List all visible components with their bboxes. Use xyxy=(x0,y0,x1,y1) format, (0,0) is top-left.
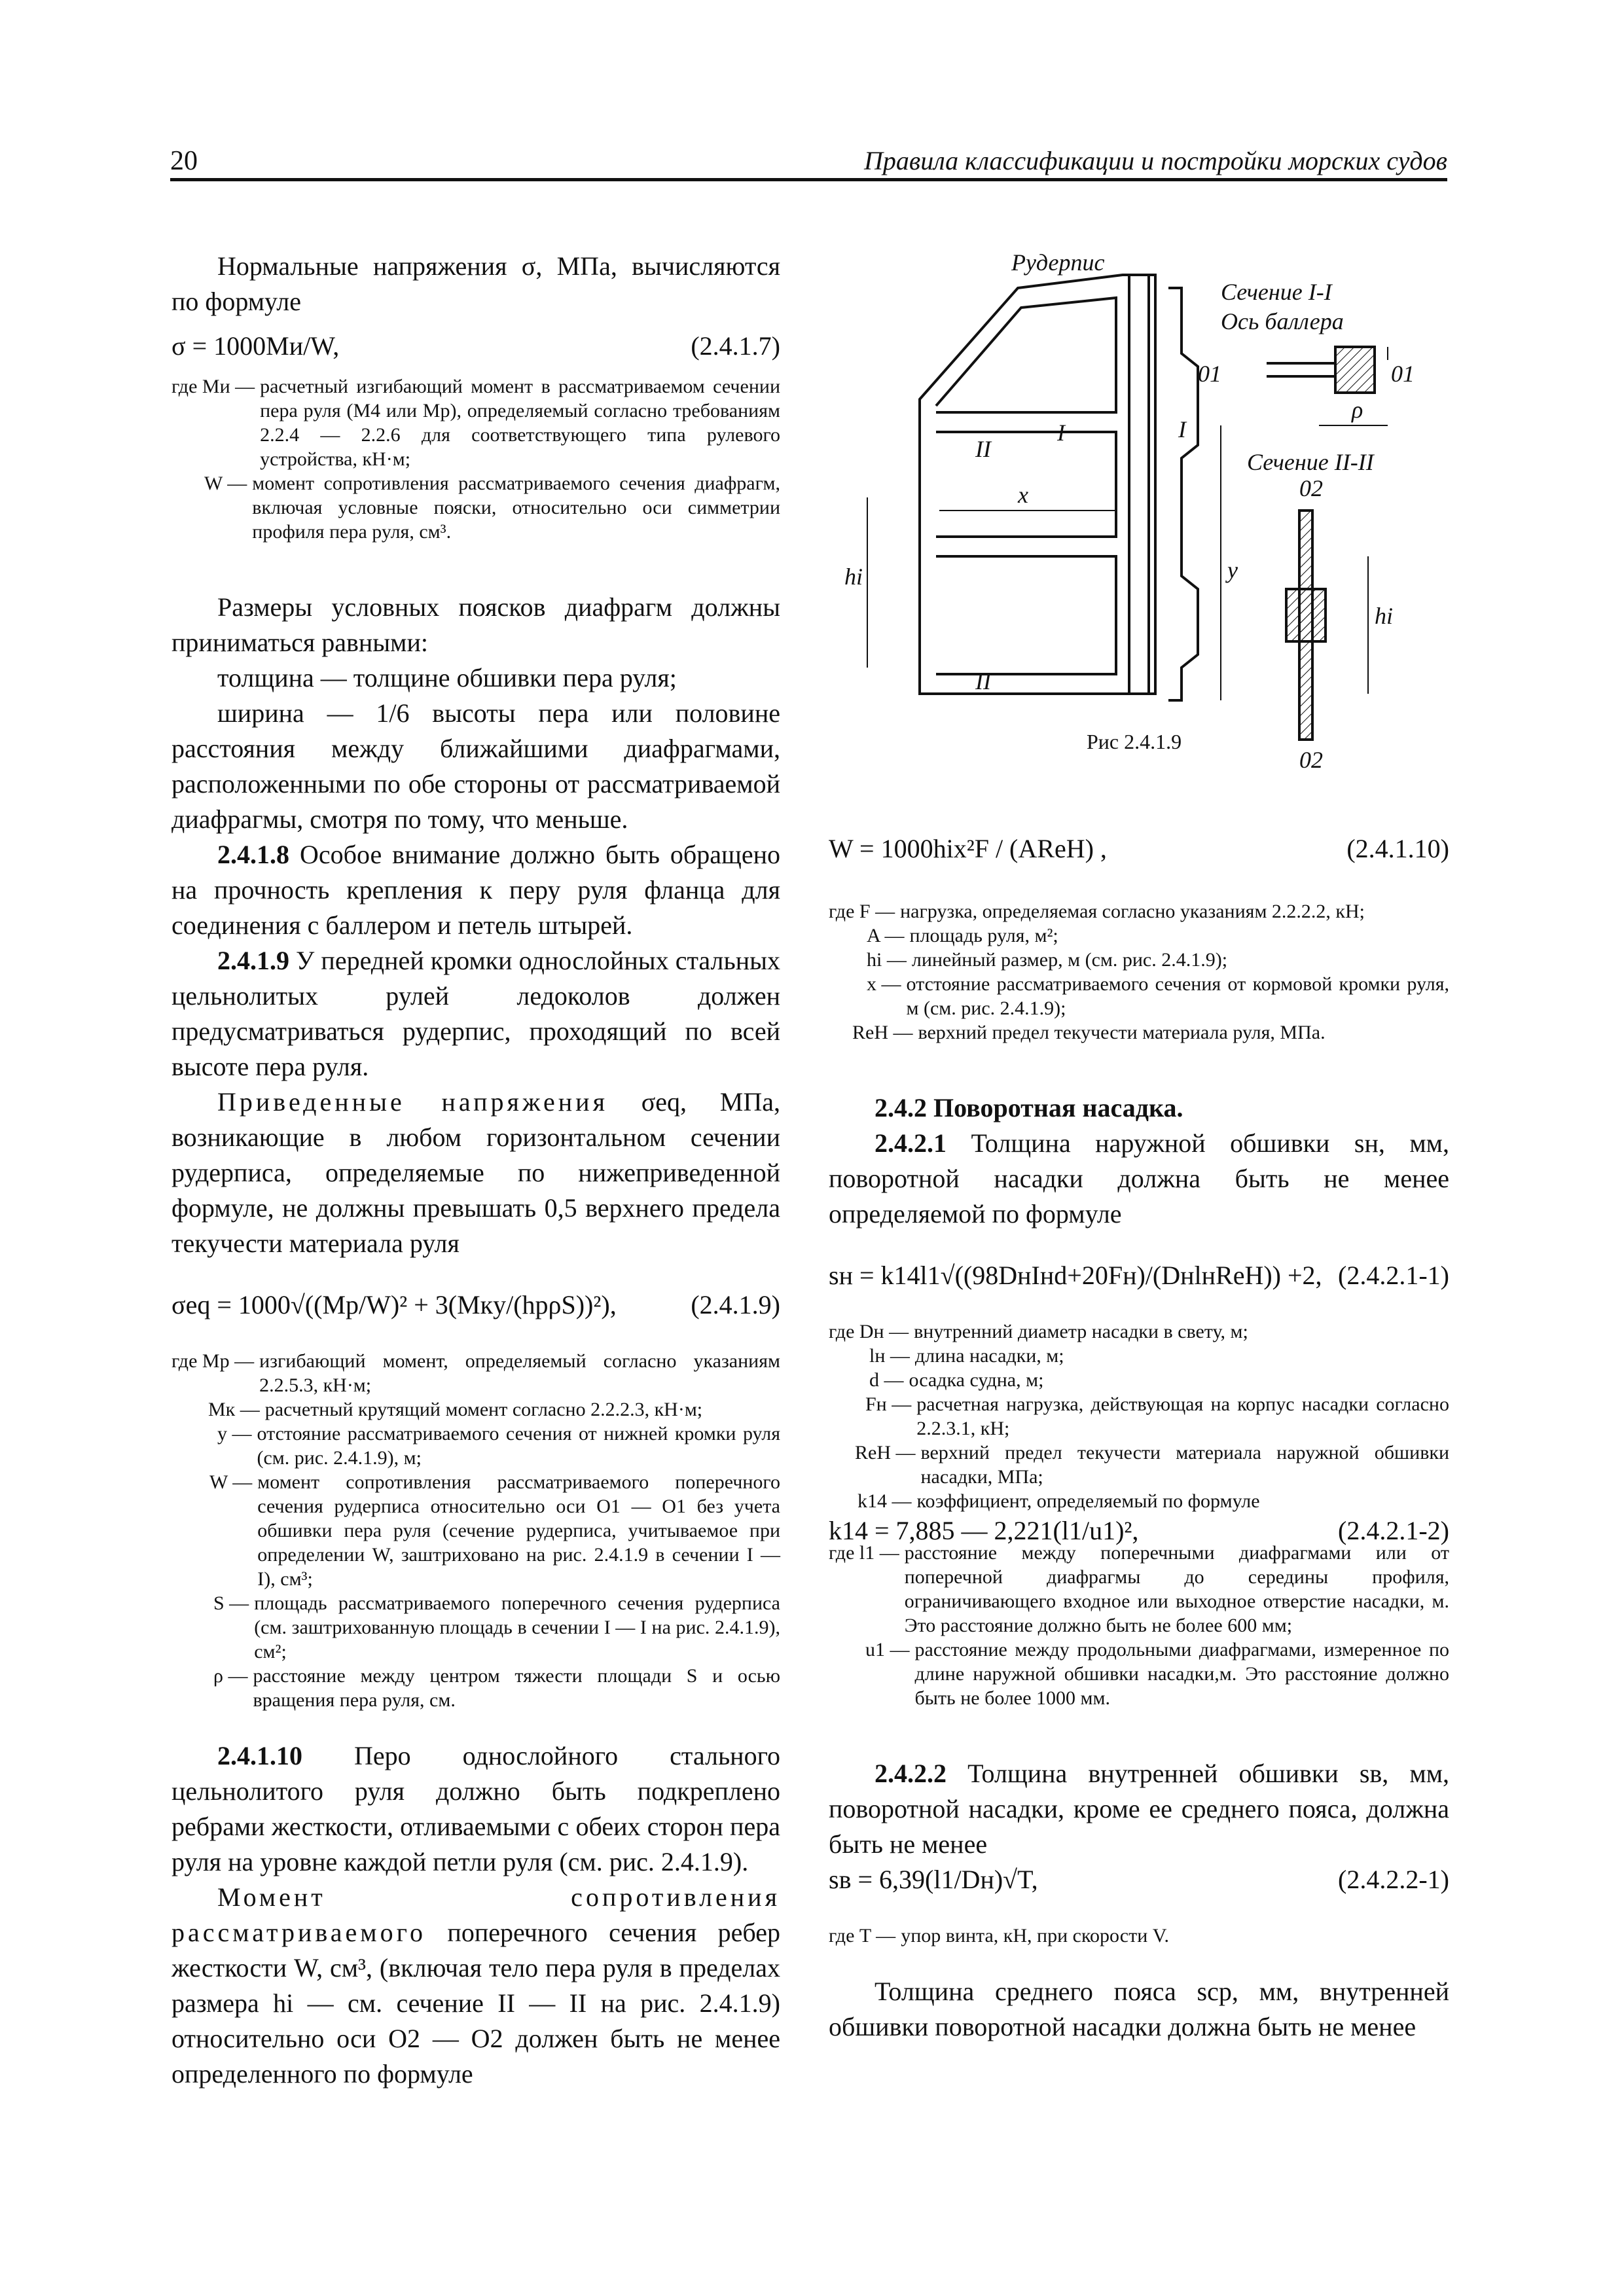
paragraph: Толщина среднего пояса sср, мм, внутренней обшивки поворотной насадки должна быть не менее xyxy=(829,1977,1449,2041)
formula-2-4-1-9 xyxy=(171,1287,780,1340)
diaphragm-lower xyxy=(936,556,1116,674)
definitions-list xyxy=(829,1541,1449,1710)
label-hi-section: hi xyxy=(1375,603,1394,629)
definitions-list xyxy=(829,899,1449,1045)
paragraph: 2.4.2.1 Толщина наружной обшивки sн, мм, поворотной насадки должна быть не менее определяемой по формуле xyxy=(829,1128,1449,1229)
formula-expression: sн = k14l1√((98DнIнd+20Fн)/(DнlнReH)) +2, xyxy=(829,1261,1322,1290)
paragraph: толщина — толщине обшивки пера руля; xyxy=(217,663,677,692)
definition-item: ρ — расстояние между центром тяжести площади S и осью вращения пера руля, см. xyxy=(213,1665,780,1711)
label-o1-left: 01 xyxy=(1198,361,1221,387)
paragraph: Размеры условных поясков диафрагм должны приниматься равными: xyxy=(171,592,780,657)
right-column xyxy=(829,831,1449,2045)
definition-item: Fн — расчетная нагрузка, действующая на корпус насадки согласно 2.2.3.1, кН; xyxy=(865,1393,1449,1439)
definitions-list xyxy=(829,1319,1449,1513)
label-axis: Ось баллера xyxy=(1221,308,1344,334)
definition-item: A — площадь руля, м²; xyxy=(867,925,1058,946)
definition-item: где Dн — внутренний диаметр насадки в свету, м; xyxy=(829,1321,1248,1342)
ruderpis-edges xyxy=(1129,275,1149,694)
definition-item: S — площадь рассматриваемого поперечного сечения рудерписа (см. заштрихованную площадь в сечении I — I на рис. 2.4.1.9), см²; xyxy=(213,1592,780,1662)
label-y: y xyxy=(1227,557,1238,583)
rudder-outline xyxy=(920,275,1155,694)
paragraph: Момент сопротивления рассматриваемого поперечного сечения ребер жесткости W, см³, (включая тело пера руля в пределах размера hi — см. сечение II — II на рис. 2.4.1.9) относительно оси O2 — O2 должен быть не менее определенного по формуле xyxy=(171,1882,780,2089)
definition-item: W — момент сопротивления рассматриваемого сечения диафрагм, включая условные пояски, относительно оси симметрии профиля пера руля, см³. xyxy=(204,473,780,543)
paragraph: 2.4.1.9 У передней кромки однослойных стальных цельнолитых рулей ледоколов должен предусматриваться рудерпис, проходящий по всей высоте пера руля. xyxy=(171,946,780,1081)
label-ii-bottom: II xyxy=(975,668,991,694)
definition-item: где Mи — расчетный изгибающий момент в рассматриваемом сечении пера руля (M4 или Mр), определяемый согласно требованиям 2.2.4 — 2.2.6 для соответствующего типа рулевого устройства, кН·м; xyxy=(171,376,780,470)
paragraph: 2.4.1.8 Особое внимание должно быть обращено на прочность крепления к перу руля фланца для соединения с баллером и петель штырей. xyxy=(171,840,780,940)
definition-item: где l1 — расстояние между поперечными диафрагмами или от поперечной диафрагмы до середины профиля, ограничивающего входное или выходное отверстие насадки, м. Это расстояние должно быть не более 600 мм; xyxy=(829,1542,1449,1636)
formula-number: (2.4.1.7) xyxy=(691,331,780,361)
paragraph: 2.4.2.2 Толщина внутренней обшивки sв, мм, поворотной насадки, кроме ее среднего пояса, должна быть не менее xyxy=(829,1759,1449,1859)
formula-2-4-2-1-2 xyxy=(829,1513,1449,1545)
figure-caption: Рис 2.4.1.9 xyxy=(1087,730,1182,753)
formula-number: (2.4.1.9) xyxy=(691,1290,780,1319)
definition-item: ReH — верхний предел текучести материала руля, МПа. xyxy=(852,1022,1326,1043)
diaphragm-upper xyxy=(936,298,1116,412)
rudder-drawing xyxy=(841,249,1456,785)
definition-item: где Mр — изгибающий момент, определяемый согласно указаниям 2.2.5.3, кН·м; xyxy=(171,1350,780,1396)
definition-item: x — отстояние рассматриваемого сечения от кормовой кромки руля, м (см. рис. 2.4.1.9); xyxy=(867,973,1449,1019)
formula-expression: sв = 6,39(l1/Dн)√T, xyxy=(829,1865,1038,1894)
formula-2-4-2-2-1 xyxy=(829,1862,1449,1914)
figure-rudder-diagram xyxy=(841,249,1456,785)
definition-item: где T — упор винта, кН, при скорости V. xyxy=(829,1925,1170,1946)
definitions-list xyxy=(829,1924,1449,1948)
definition-item: d — осадка судна, м; xyxy=(869,1369,1044,1391)
paragraph: Нормальные напряжения σ, МПа, вычисляются по формуле xyxy=(171,251,780,316)
running-title: Правила классификации и постройки морских судов xyxy=(863,146,1447,175)
definition-item: lн — длина насадки, м; xyxy=(869,1345,1064,1367)
formula-expression: W = 1000hix²F / (AReH) , xyxy=(829,834,1107,863)
label-o2-top: 02 xyxy=(1299,475,1323,501)
definition-item: W — момент сопротивления рассматриваемого поперечного сечения рудерписа относительно оси O1 — O1 без учета обшивки пера руля (сечение рудерписа, учитываемое при определении W, заштриховано на рис. 2.4.1.9 в сечении I — I), см³; xyxy=(209,1471,780,1590)
formula-expression: σ = 1000Mи/W, xyxy=(171,331,340,361)
label-x: x xyxy=(1018,482,1028,508)
definitions-list xyxy=(171,374,780,544)
stock-profile xyxy=(1168,288,1198,700)
definition-item: где F — нагрузка, определяемая согласно указаниям 2.2.2.2, кН; xyxy=(829,901,1365,922)
formula-2-4-1-7 xyxy=(171,329,780,374)
page-number: 20 xyxy=(170,146,198,176)
definition-item: y — отстояние рассматриваемого сечения от нижней кромки руля (см. рис. 2.4.1.9), м; xyxy=(217,1423,780,1469)
label-section-1: Сечение I-I xyxy=(1221,279,1332,305)
label-hi: hi xyxy=(844,564,863,590)
label-section-2: Сечение II-II xyxy=(1247,449,1374,475)
paragraph: Приведенные напряжения σeq, МПа, возникающие в любом горизонтальном сечении рудерписа, определяемые по нижеприведенной формуле, не должны превышать 0,5 верхнего предела текучести материала руля xyxy=(171,1087,780,1258)
label-ruderpis: Рудерпис xyxy=(1011,249,1105,276)
formula-expression: k14 = 7,885 — 2,221(l1/u1)², xyxy=(829,1516,1139,1545)
formula-expression: σeq = 1000√((Mр/W)² + 3(Mкy/(hрρS))²), xyxy=(171,1290,617,1319)
left-column xyxy=(171,249,780,2092)
label-rho: ρ xyxy=(1352,397,1363,423)
section-2-flange xyxy=(1286,589,1326,641)
definitions-list xyxy=(171,1349,780,1712)
label-o1-right: 01 xyxy=(1391,361,1415,387)
formula-number: (2.4.2.1-2) xyxy=(1338,1516,1449,1545)
section-1-plate xyxy=(1267,363,1335,376)
label-ii-top: II xyxy=(975,436,991,462)
formula-number: (2.4.2.2-1) xyxy=(1338,1865,1449,1894)
definition-item: k14 — коэффициент, определяемый по формуле xyxy=(857,1490,1260,1512)
definition-item: ReH — верхний предел текучести материала наружной обшивки насадки, МПа; xyxy=(855,1442,1449,1488)
section-1-hatched xyxy=(1335,347,1375,393)
formula-2-4-2-1-1 xyxy=(829,1258,1449,1310)
definition-item: Mк — расчетный крутящий момент согласно 2.2.2.3, кН·м; xyxy=(208,1399,703,1420)
header-rule xyxy=(170,178,1447,181)
paragraph: ширина — 1/6 высоты пера или половине расстояния между ближайшими диафрагмами, расположенными по обе стороны от рассматриваемой диафрагмы, смотря по тому, что меньше. xyxy=(171,698,780,834)
formula-number: (2.4.1.10) xyxy=(1346,834,1449,863)
label-i-left: I xyxy=(1057,420,1065,446)
formula-number: (2.4.2.1-1) xyxy=(1338,1261,1449,1290)
definition-item: u1 — расстояние между продольными диафрагмами, измеренное по длине наружной обшивки насадки,м. Это расстояние должно быть не более 1000 мм. xyxy=(865,1639,1449,1709)
paragraph: 2.4.1.10 Перо однослойного стального цельнолитого руля должно быть подкреплено ребрами жесткости, отливаемыми с обеих сторон пера руля на уровне каждой петли руля (см. рис. 2.4.1.9). xyxy=(171,1741,780,1876)
label-o2-bottom: 02 xyxy=(1299,747,1323,773)
section-heading: 2.4.2 Поворотная насадка. xyxy=(875,1093,1183,1122)
definition-item: hi — линейный размер, м (см. рис. 2.4.1.9); xyxy=(867,949,1228,971)
formula-2-4-1-10 xyxy=(829,831,1449,890)
label-i-right: I xyxy=(1178,416,1186,442)
